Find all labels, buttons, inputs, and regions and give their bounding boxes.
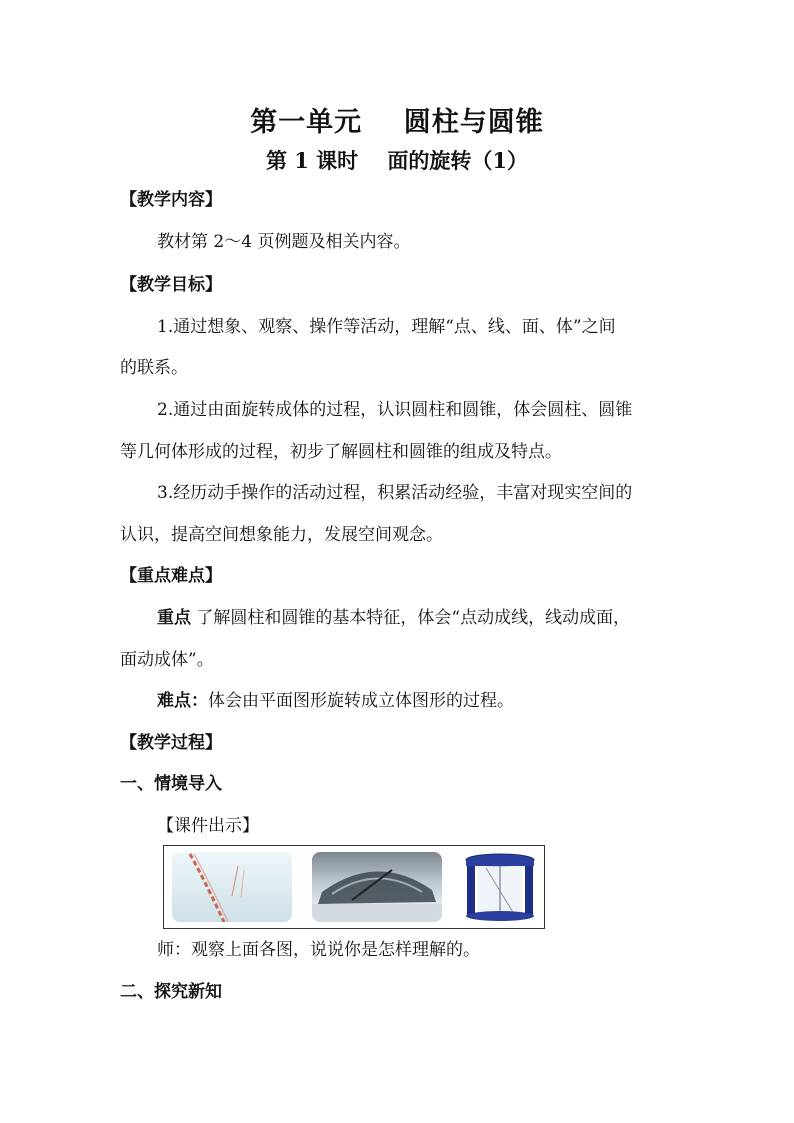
car-wiper-photo: [312, 852, 442, 922]
teacher-prompt: 师：观察上面各图，说说你是怎样理解的。: [157, 940, 480, 960]
content-text: 教材第 2～4 页例题及相关内容。: [157, 232, 411, 252]
goal-3-line-2: 认识，提高空间想象能力，发展空间观念。: [120, 525, 443, 545]
key-point-line-1: [157, 606, 717, 630]
goal-1-line-2: 的联系。: [120, 358, 188, 378]
difficulty-line: [157, 689, 717, 713]
goal-3-line-1: 3.经历动手操作的活动过程，积累活动经验，丰富对现实空间的: [157, 483, 633, 503]
goals-heading: 【教学目标】: [120, 275, 222, 295]
lesson-subtitle: 第 1 课时 面的旋转（1）: [265, 148, 529, 173]
courseware-label: 【课件出示】: [157, 816, 259, 836]
goal-1-line-1: 1.通过想象、观察、操作等活动，理解“点、线、面、体”之间: [157, 317, 616, 337]
unit-title: 第一单元 圆柱与圆锥: [250, 107, 544, 138]
key-point-line-2: 面动成体”。: [120, 650, 214, 670]
car-windshield-drawing: [312, 852, 442, 922]
key-points-heading: 【重点难点】: [120, 566, 222, 586]
process-heading: 【教学过程】: [120, 733, 222, 753]
revolving-door-svg: [464, 852, 536, 922]
courseware-figure: [163, 845, 545, 929]
revolving-door-drawing: [464, 852, 536, 922]
key-point-label: 重点: [157, 608, 191, 628]
part-1-heading: 一、情境导入: [120, 774, 222, 794]
content-heading: 【教学内容】: [120, 190, 222, 210]
meteor-trail-drawing: [172, 852, 292, 922]
meteor-trail-photo: [172, 852, 292, 922]
difficulty-label: 难点：: [157, 691, 208, 711]
goal-2-line-1: 2.通过由面旋转成体的过程，认识圆柱和圆锥，体会圆柱、圆锥: [157, 400, 633, 420]
part-2-heading: 二、探究新知: [120, 982, 222, 1002]
difficulty-text: 体会由平面图形旋转成立体图形的过程。: [208, 691, 514, 711]
key-point-text: 了解圆柱和圆锥的基本特征，体会“点动成线，线动成面，: [196, 608, 631, 628]
goal-2-line-2: 等几何体形成的过程，初步了解圆柱和圆锥的组成及特点。: [120, 442, 562, 462]
